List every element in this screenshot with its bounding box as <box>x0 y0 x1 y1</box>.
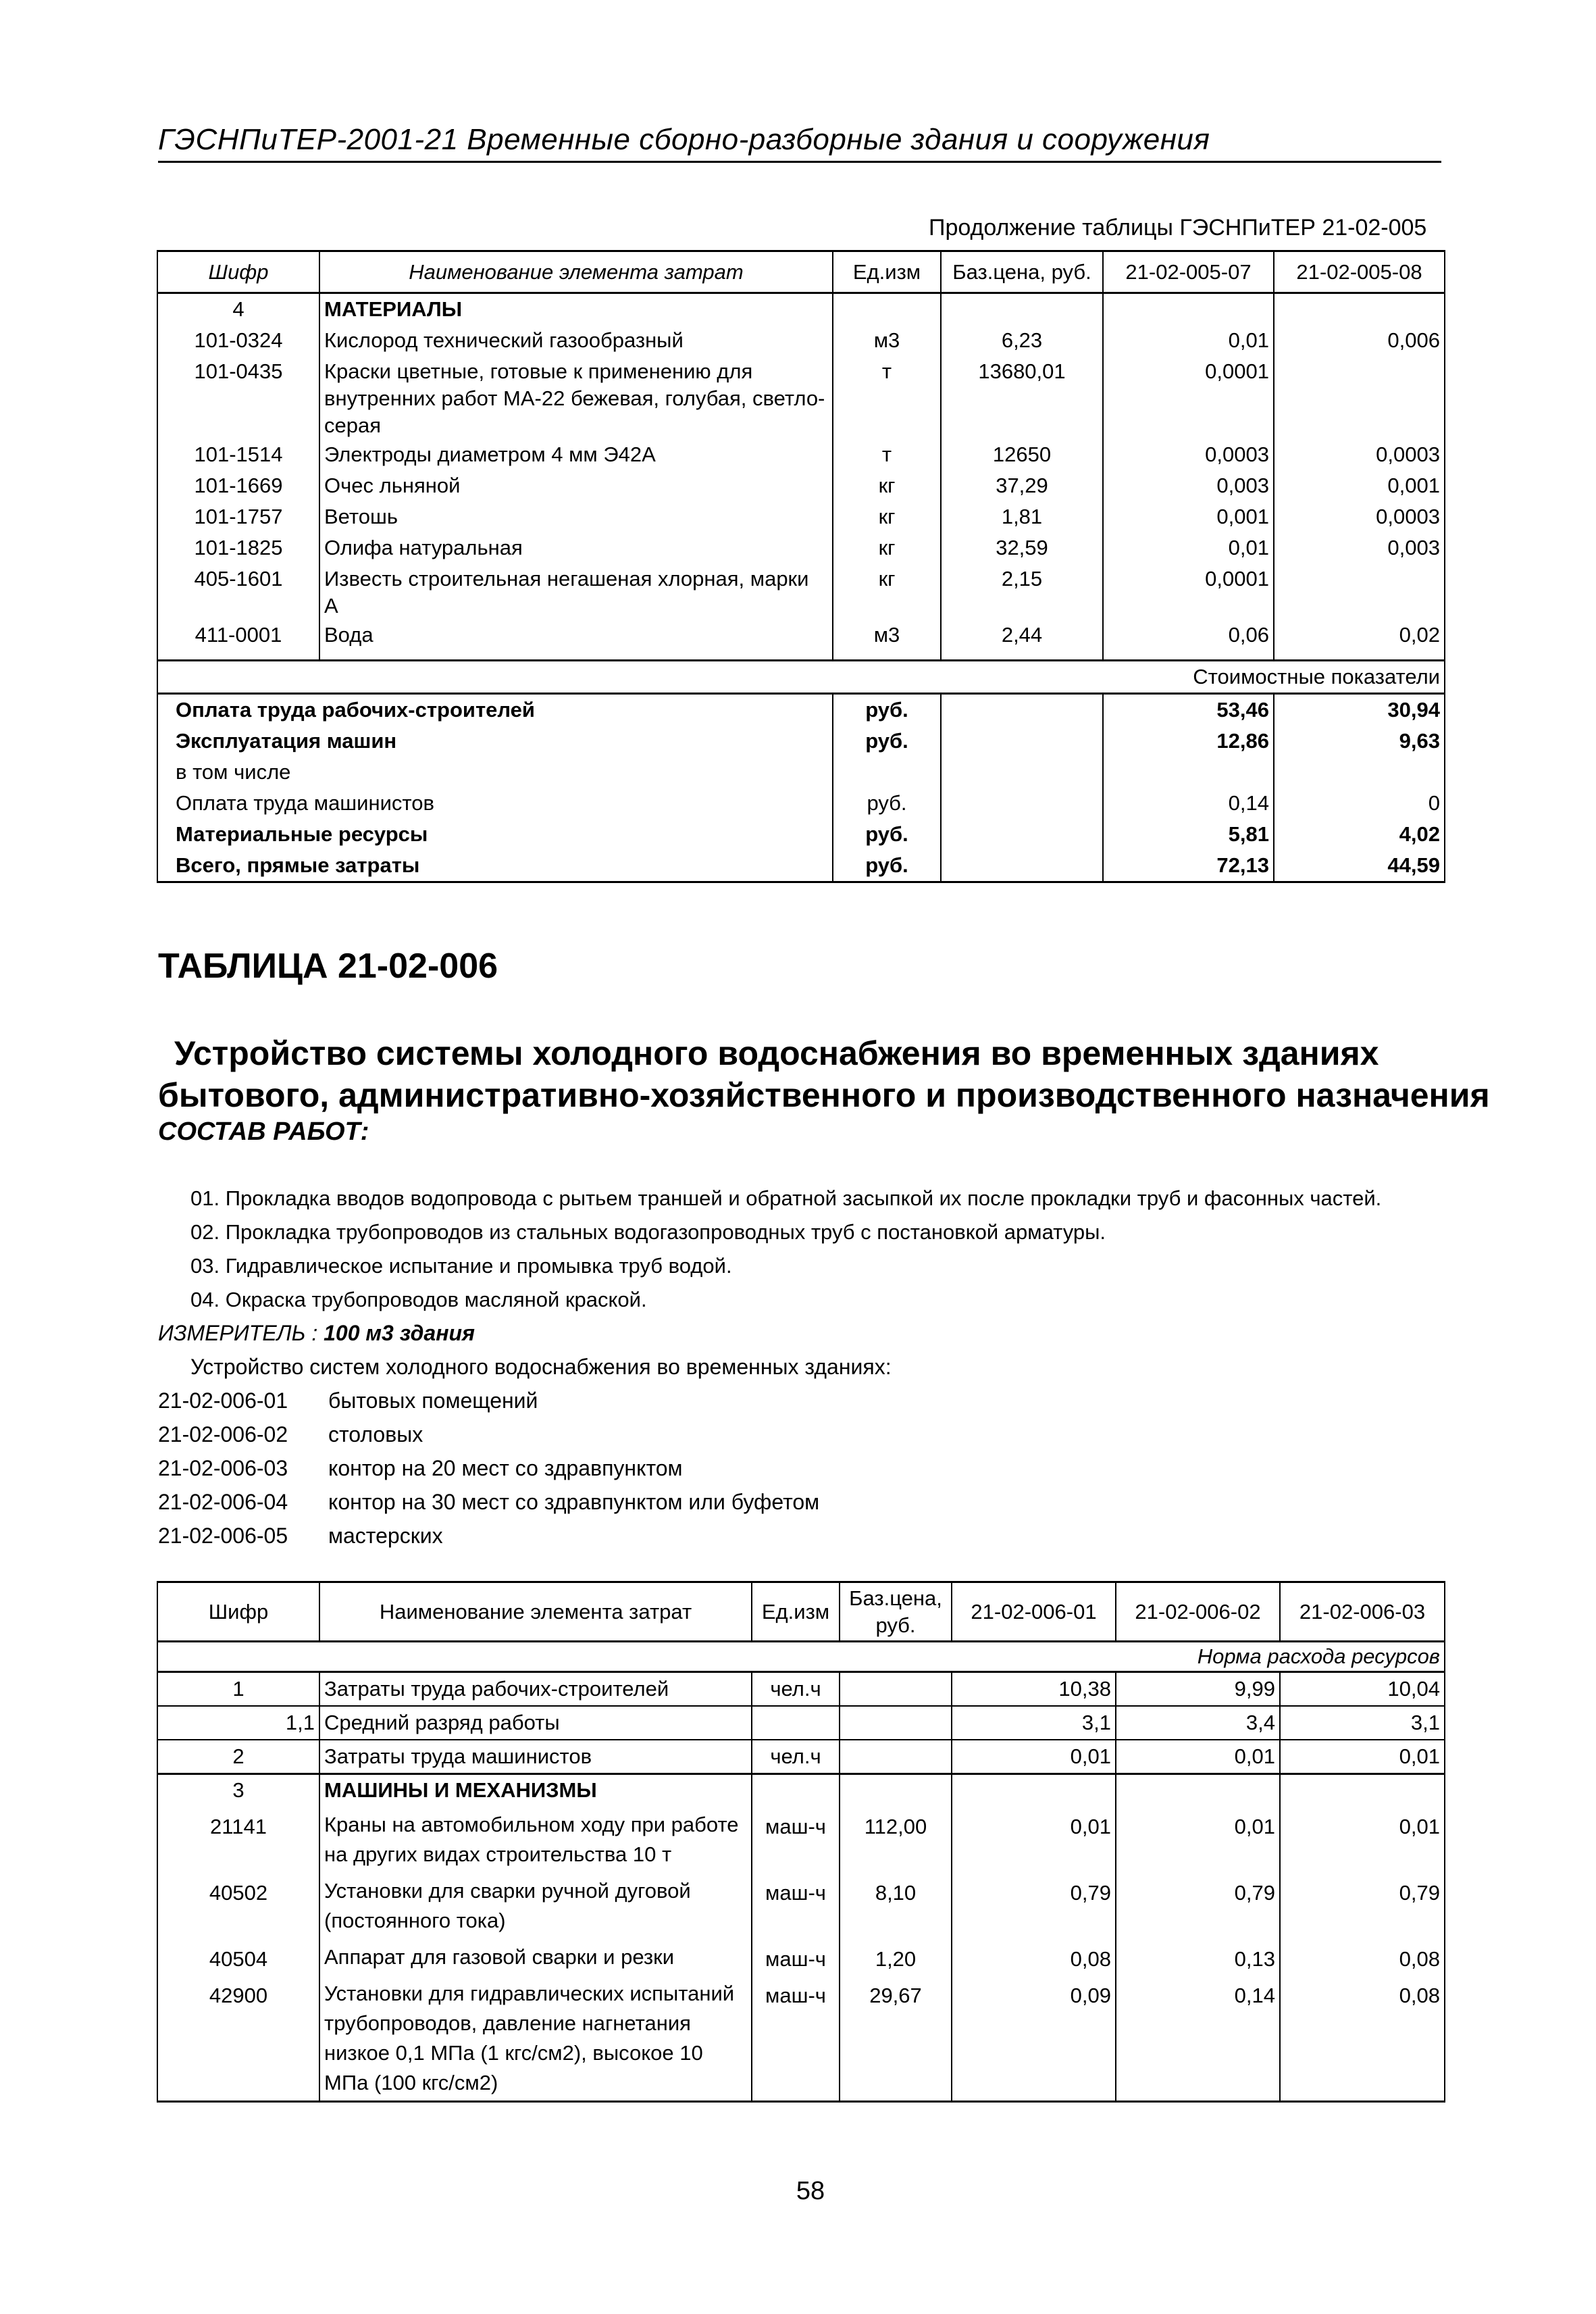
cost-value-2 <box>1274 757 1445 788</box>
table-title: ТАБЛИЦА 21-02-006 <box>158 947 498 986</box>
row-price <box>840 1672 952 1707</box>
section-code: 4 <box>157 293 319 326</box>
row-value-2: 0,13 <box>1116 1938 1280 1975</box>
row-name: Установки для гидравлических испытаний трубопроводов, давление нагнетания низкое 0,1 МПа (1 кгс/см2), высокое 10 МПа (100 кгс/см2) <box>319 1975 752 2102</box>
row-code: 101-0324 <box>157 325 319 356</box>
row-value-1: 0,09 <box>952 1975 1116 2102</box>
row-value-1: 0,003 <box>1103 470 1274 501</box>
row-value-2: 0,0003 <box>1274 439 1445 470</box>
row-price: 2,44 <box>941 620 1103 660</box>
row-price: 12650 <box>941 439 1103 470</box>
row-price: 8,10 <box>840 1872 952 1938</box>
cost-price-empty <box>941 726 1103 757</box>
row-price: 1,20 <box>840 1938 952 1975</box>
row-value-2: 0,79 <box>1116 1872 1280 1938</box>
cost-label: Всего, прямые затраты <box>157 850 833 882</box>
row-code: 411-0001 <box>157 620 319 660</box>
table-row <box>157 563 1445 620</box>
norm-code: 21-02-006-02 <box>158 1422 288 1447</box>
row-value-3: 0,08 <box>1280 1938 1445 1975</box>
cost-unit <box>833 757 941 788</box>
row-code: 101-0435 <box>157 356 319 439</box>
row-code: 40502 <box>157 1872 319 1938</box>
work-item: 03. Гидравлическое испытание и промывка труб водой. <box>190 1254 732 1278</box>
cost-price-empty <box>941 757 1103 788</box>
row-name: Олифа натуральная <box>319 532 833 563</box>
table-header-row <box>157 251 1445 293</box>
norm-code: 21-02-006-03 <box>158 1456 288 1480</box>
row-price: 37,29 <box>941 470 1103 501</box>
table-row <box>157 1975 1445 2102</box>
row-name: Краны на автомобильном ходу при работе на других видах строительства 10 т <box>319 1806 752 1872</box>
col-header-norm-1: 21-02-005-07 <box>1103 251 1274 293</box>
row-unit: маш-ч <box>752 1872 840 1938</box>
row-name: Электроды диаметром 4 мм Э42А <box>319 439 833 470</box>
row-price: 112,00 <box>840 1806 952 1872</box>
cost-price-empty <box>941 788 1103 819</box>
col-header-price: Баз.цена, руб. <box>941 251 1103 293</box>
col-header-code: Шифр <box>157 251 319 293</box>
row-value-1: 0,0001 <box>1103 356 1274 439</box>
norm-code: 21-02-006-05 <box>158 1524 288 1548</box>
cost-unit: руб. <box>833 726 941 757</box>
table-row <box>157 1806 1445 1872</box>
section-code: 3 <box>157 1774 319 1807</box>
col-header-unit: Ед.изм <box>752 1582 840 1642</box>
row-value-3: 0,08 <box>1280 1975 1445 2102</box>
cost-value-1 <box>1103 757 1274 788</box>
row-value-2 <box>1274 356 1445 439</box>
cost-unit: руб. <box>833 850 941 882</box>
row-value-3: 0,01 <box>1280 1740 1445 1774</box>
norm-code-label: контор на 20 мест со здравпунктом <box>328 1456 683 1480</box>
row-name: Средний разряд работы <box>319 1706 752 1740</box>
row-value-2: 0,0003 <box>1274 501 1445 532</box>
col-header-norm-1: 21-02-006-01 <box>952 1582 1116 1642</box>
norm-label: Норма расхода ресурсов <box>157 1642 1445 1672</box>
row-code: 1 <box>157 1672 319 1707</box>
row-name: Затраты труда рабочих-строителей <box>319 1672 752 1707</box>
row-code: 42900 <box>157 1975 319 2102</box>
row-value-3: 0,01 <box>1280 1806 1445 1872</box>
norm-label-row <box>157 1642 1445 1672</box>
row-unit: чел.ч <box>752 1672 840 1707</box>
row-value-1: 0,06 <box>1103 620 1274 660</box>
row-price: 32,59 <box>941 532 1103 563</box>
row-value-1: 0,0003 <box>1103 439 1274 470</box>
work-item: 04. Окраска трубопроводов масляной краской. <box>190 1288 647 1311</box>
running-header: ГЭСНПиТЕР-2001-21 Временные сборно-разборные здания и сооружения <box>158 123 1210 156</box>
row-name: Известь строительная негашеная хлорная, марки А <box>319 563 833 620</box>
row-value-2: 0,02 <box>1274 620 1445 660</box>
section-name: МАШИНЫ И МЕХАНИЗМЫ <box>319 1774 752 1807</box>
norm-code-label: мастерских <box>328 1524 443 1548</box>
norm-code: 21-02-006-01 <box>158 1388 288 1413</box>
cost-value-2: 0 <box>1274 788 1445 819</box>
row-value-2: 0,001 <box>1274 470 1445 501</box>
row-unit: м3 <box>833 620 941 660</box>
cost-value-1: 5,81 <box>1103 819 1274 850</box>
row-name: Краски цветные, готовые к применению для внутренних работ МА-22 бежевая, голубая, светло-серая <box>319 356 833 439</box>
row-name: Кислород технический газообразный <box>319 325 833 356</box>
table-21-02-006 <box>157 1581 1445 2103</box>
col-header-code: Шифр <box>157 1582 319 1642</box>
cost-row <box>157 819 1445 850</box>
cost-value-1: 12,86 <box>1103 726 1274 757</box>
section-name: МАТЕРИАЛЫ <box>319 293 833 326</box>
row-price: 6,23 <box>941 325 1103 356</box>
table-21-02-005-continued <box>157 250 1445 883</box>
row-price <box>840 1740 952 1774</box>
row-value-1: 0,79 <box>952 1872 1116 1938</box>
row-value-1: 3,1 <box>952 1706 1116 1740</box>
row-code: 101-1669 <box>157 470 319 501</box>
cost-price-empty <box>941 693 1103 726</box>
ustr-intro: Устройство систем холодного водоснабжения во временных зданиях: <box>190 1355 892 1379</box>
cost-value-2: 44,59 <box>1274 850 1445 882</box>
row-price: 2,15 <box>941 563 1103 620</box>
meter <box>158 1321 475 1346</box>
cost-label: Оплата труда рабочих-строителей <box>157 693 833 726</box>
table-row <box>157 1706 1445 1740</box>
table-row <box>157 620 1445 660</box>
section-row <box>157 1774 1445 1807</box>
row-name: Вода <box>319 620 833 660</box>
cost-value-1: 0,14 <box>1103 788 1274 819</box>
row-value-1: 0,01 <box>952 1806 1116 1872</box>
row-code: 101-1514 <box>157 439 319 470</box>
row-name: Затраты труда машинистов <box>319 1740 752 1774</box>
row-value-2: 9,99 <box>1116 1672 1280 1707</box>
row-value-2: 0,003 <box>1274 532 1445 563</box>
row-price: 1,81 <box>941 501 1103 532</box>
row-unit: т <box>833 356 941 439</box>
cost-price-empty <box>941 819 1103 850</box>
cost-row <box>157 788 1445 819</box>
row-unit: чел.ч <box>752 1740 840 1774</box>
continuation-note: Продолжение таблицы ГЭСНПиТЕР 21-02-005 <box>929 215 1427 241</box>
table-row <box>157 1672 1445 1707</box>
page-number: 58 <box>796 2177 825 2205</box>
cost-unit: руб. <box>833 788 941 819</box>
table-row <box>157 1872 1445 1938</box>
cost-value-1: 53,46 <box>1103 693 1274 726</box>
row-value-1: 0,08 <box>952 1938 1116 1975</box>
norm-code: 21-02-006-04 <box>158 1490 288 1514</box>
col-header-name: Наименование элемента затрат <box>319 1582 752 1642</box>
meter-label: ИЗМЕРИТЕЛЬ : <box>158 1321 318 1345</box>
heading-line-1: Устройство системы холодного водоснабжения во временных зданиях <box>174 1034 1379 1072</box>
row-price <box>840 1706 952 1740</box>
work-item: 02. Прокладка трубопроводов из стальных водогазопроводных труб с постановкой арматуры. <box>190 1220 1106 1244</box>
row-name: Установки для сварки ручной дуговой (постоянного тока) <box>319 1872 752 1938</box>
col-header-norm-2: 21-02-006-02 <box>1116 1582 1280 1642</box>
cost-label: Стоимостные показатели <box>157 660 1445 693</box>
row-value-2: 3,4 <box>1116 1706 1280 1740</box>
row-value-2: 0,01 <box>1116 1806 1280 1872</box>
table-row <box>157 1938 1445 1975</box>
cost-unit: руб. <box>833 693 941 726</box>
col-header-name: Наименование элемента затрат <box>319 251 833 293</box>
cost-price-empty <box>941 850 1103 882</box>
row-code: 40504 <box>157 1938 319 1975</box>
cost-value-2: 30,94 <box>1274 693 1445 726</box>
cost-label: Эксплуатация машин <box>157 726 833 757</box>
heading-line-2: бытового, административно-хозяйственного и производственного назначения <box>158 1076 1490 1114</box>
row-unit <box>752 1706 840 1740</box>
section-row <box>157 293 1445 326</box>
row-value-2 <box>1274 563 1445 620</box>
row-code: 101-1757 <box>157 501 319 532</box>
col-header-norm-2: 21-02-005-08 <box>1274 251 1445 293</box>
cost-value-2: 9,63 <box>1274 726 1445 757</box>
row-unit: т <box>833 439 941 470</box>
header-rule <box>158 161 1441 163</box>
table-row <box>157 325 1445 356</box>
row-unit: маш-ч <box>752 1806 840 1872</box>
table-row <box>157 470 1445 501</box>
table-row <box>157 1740 1445 1774</box>
row-unit: кг <box>833 470 941 501</box>
cost-value-2: 4,02 <box>1274 819 1445 850</box>
cost-row <box>157 726 1445 757</box>
row-value-2: 0,006 <box>1274 325 1445 356</box>
table-row <box>157 356 1445 439</box>
cost-row <box>157 757 1445 788</box>
cost-row <box>157 693 1445 726</box>
cost-label: в том числе <box>157 757 833 788</box>
norm-code-label: столовых <box>328 1422 423 1447</box>
col-header-unit: Ед.изм <box>833 251 941 293</box>
row-name: Аппарат для газовой сварки и резки <box>319 1938 752 1975</box>
row-value-3: 3,1 <box>1280 1706 1445 1740</box>
row-price: 29,67 <box>840 1975 952 2102</box>
row-code: 21141 <box>157 1806 319 1872</box>
cost-label-row <box>157 660 1445 693</box>
table-header-row <box>157 1582 1445 1642</box>
row-price: 13680,01 <box>941 356 1103 439</box>
row-value-1: 10,38 <box>952 1672 1116 1707</box>
row-value-2: 0,14 <box>1116 1975 1280 2102</box>
row-value-1: 0,001 <box>1103 501 1274 532</box>
cost-value-1: 72,13 <box>1103 850 1274 882</box>
row-unit: маш-ч <box>752 1975 840 2102</box>
row-code: 101-1825 <box>157 532 319 563</box>
row-value-1: 0,01 <box>1103 532 1274 563</box>
row-value-1: 0,01 <box>1103 325 1274 356</box>
cost-row <box>157 850 1445 882</box>
cost-label: Материальные ресурсы <box>157 819 833 850</box>
sostav-label: СОСТАВ РАБОТ: <box>158 1117 369 1146</box>
row-code: 2 <box>157 1740 319 1774</box>
row-value-3: 0,79 <box>1280 1872 1445 1938</box>
row-value-2: 0,01 <box>1116 1740 1280 1774</box>
row-name: Очес льняной <box>319 470 833 501</box>
table-row <box>157 439 1445 470</box>
row-unit: кг <box>833 563 941 620</box>
meter-value: 100 м3 здания <box>324 1321 475 1345</box>
norm-code-label: бытовых помещений <box>328 1388 538 1413</box>
row-unit: кг <box>833 501 941 532</box>
cost-unit: руб. <box>833 819 941 850</box>
row-value-1: 0,01 <box>952 1740 1116 1774</box>
row-value-3: 10,04 <box>1280 1672 1445 1707</box>
row-unit: кг <box>833 532 941 563</box>
row-unit: м3 <box>833 325 941 356</box>
row-code: 405-1601 <box>157 563 319 620</box>
row-name: Ветошь <box>319 501 833 532</box>
col-header-norm-3: 21-02-006-03 <box>1280 1582 1445 1642</box>
col-header-price: Баз.цена, руб. <box>840 1582 952 1642</box>
row-value-1: 0,0001 <box>1103 563 1274 620</box>
table-row <box>157 532 1445 563</box>
work-item: 01. Прокладка вводов водопровода с рытьем траншей и обратной засыпкой их после прокладки труб и фасонных частей. <box>190 1186 1382 1210</box>
table-row <box>157 501 1445 532</box>
norm-code-label: контор на 30 мест со здравпунктом или буфетом <box>328 1490 820 1514</box>
row-code: 1,1 <box>157 1706 319 1740</box>
cost-label: Оплата труда машинистов <box>157 788 833 819</box>
row-unit: маш-ч <box>752 1938 840 1975</box>
